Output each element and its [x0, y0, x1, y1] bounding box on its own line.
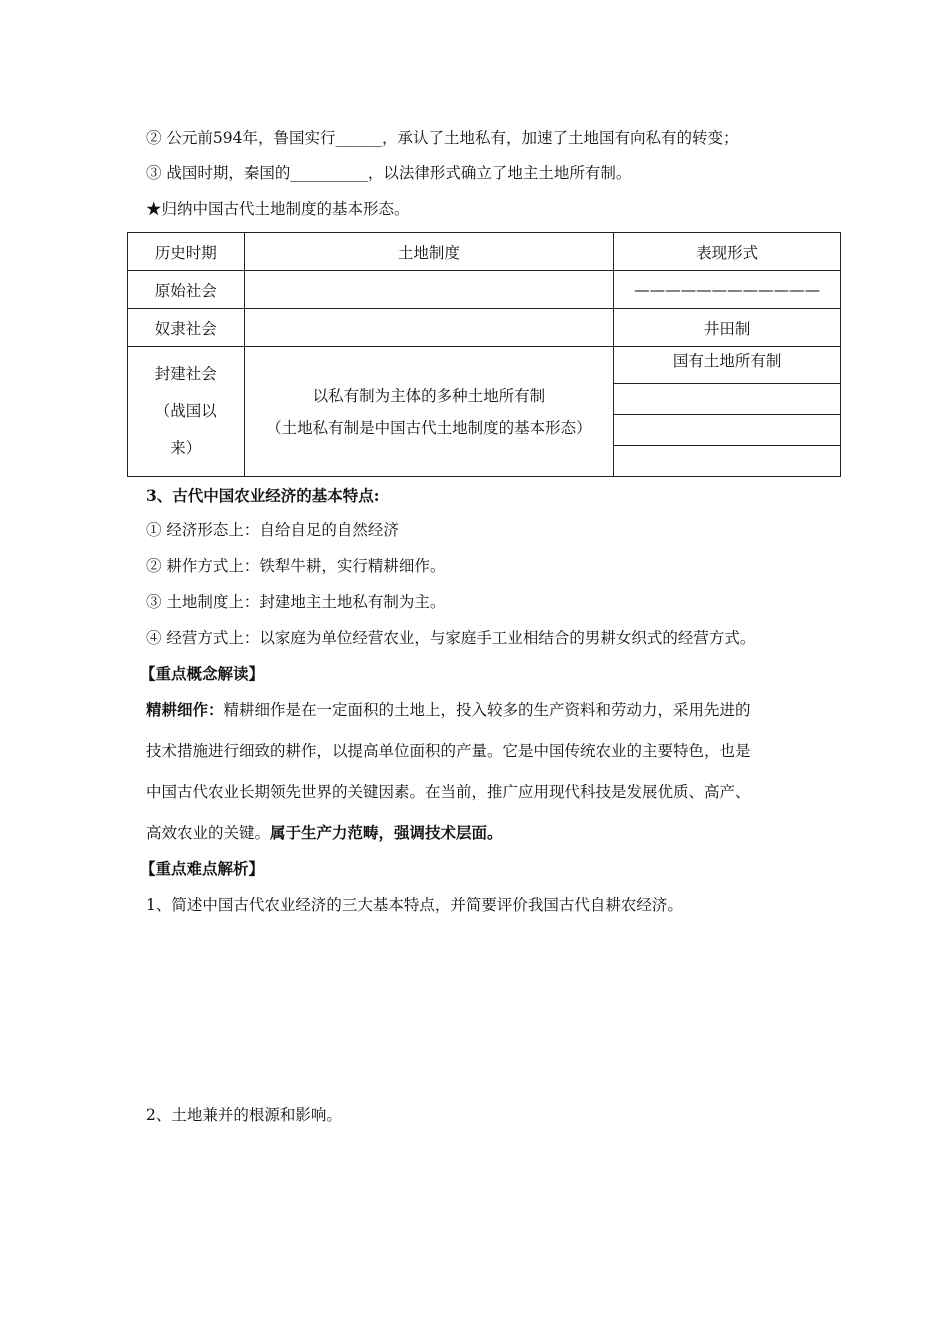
feature-item-2: ② 耕作方式上：铁犁牛耕，实行精耕细作。 [146, 557, 446, 575]
form-feudal-1-text: 国有土地所有制 [672, 352, 782, 370]
concept-paragraph-line3: 中国古代农业长期领先世界的关键因素。在当前，推广应用现代科技是发展优质、高产、 [146, 783, 751, 801]
instruction-line: ★归纳中国古代土地制度的基本形态。 [146, 200, 410, 218]
section-3-title: 3、古代中国农业经济的基本特点: [146, 486, 380, 505]
period-feudal-line3: 来） [170, 439, 202, 457]
header-form: 表现形式 [614, 233, 841, 271]
feature-item-4: ④ 经营方式上：以家庭为单位经营农业，与家庭手工业相结合的男耕女织式的经营方式。 [146, 629, 756, 647]
land-system-table [127, 232, 841, 477]
header-period: 历史时期 [128, 233, 245, 271]
concept-emphasis: 属于生产力范畴，强调技术层面。 [270, 823, 503, 842]
analysis-heading: 【重点难点解析】 [140, 859, 265, 878]
period-feudal-line1: 封建社会 [154, 365, 217, 383]
question-2: 2、土地兼并的根源和影响。 [146, 1106, 342, 1124]
header-system: 土地制度 [244, 233, 614, 271]
concept-text-4: 高效农业的关键。 [146, 824, 271, 842]
cell-form-slave: 井田制 [614, 309, 841, 347]
period-feudal-line2: （战国以 [154, 402, 217, 420]
feature-item-3: ③ 土地制度上：封建地主土地私有制为主。 [146, 593, 446, 611]
question-1: 1、简述中国古代农业经济的三大基本特点，并简要评价我国古代自耕农经济。 [146, 896, 683, 914]
concept-term: 精耕细作： [146, 700, 224, 719]
cell-period-feudal [128, 347, 245, 477]
cell-form-feudal-2 [614, 384, 841, 415]
cell-system-feudal [244, 347, 614, 477]
cell-system-primitive [244, 271, 614, 309]
cell-form-feudal-1 [614, 347, 841, 384]
concept-text-1: 精耕细作是在一定面积的土地上，投入较多的生产资料和劳动力，采用先进的 [223, 701, 751, 719]
text-line-3: ③ 战国时期，秦国的__________，以法律形式确立了地主土地所有制。 [146, 164, 632, 182]
cell-form-feudal-4 [614, 446, 841, 477]
system-feudal-line1: 以私有制为主体的多种土地所有制 [312, 386, 546, 405]
cell-system-slave [244, 309, 614, 347]
cell-period-primitive: 原始社会 [128, 271, 245, 309]
text-line-2: ② 公元前594年，鲁国实行______，承认了土地私有，加速了土地国有向私有的转变； [146, 129, 739, 147]
concept-paragraph-line4 [146, 823, 503, 843]
system-feudal-line2: （土地私有制是中国古代土地制度的基本形态） [266, 418, 592, 437]
cell-form-feudal-3 [614, 415, 841, 446]
cell-period-slave: 奴隶社会 [128, 309, 245, 347]
concept-heading: 【重点概念解读】 [140, 664, 265, 683]
concept-paragraph-line2: 技术措施进行细致的耕作，以提高单位面积的产量。它是中国传统农业的主要特色，也是 [146, 742, 751, 760]
concept-paragraph-line1 [146, 700, 751, 720]
feature-item-1: ① 经济形态上：自给自足的自然经济 [146, 521, 399, 539]
cell-form-primitive: ———————————— [614, 271, 841, 309]
